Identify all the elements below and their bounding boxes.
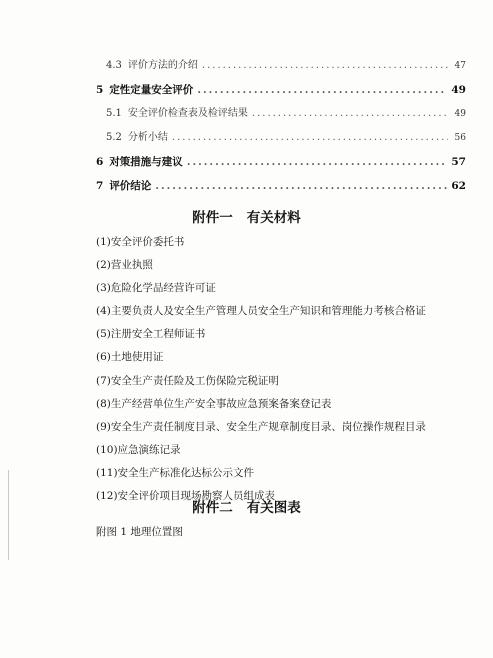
toc-entry-number: 7: [96, 180, 104, 192]
toc-page-number: 49: [451, 84, 466, 96]
toc-entry-number: 5.2: [106, 132, 122, 143]
toc-page-number: 56: [454, 133, 466, 143]
list-item: (7)安全生产责任险及工伤保险完税证明: [96, 374, 279, 387]
list-item: (5)注册安全工程师证书: [96, 328, 206, 341]
toc-entry: [96, 126, 466, 150]
appendix-2-heading: [0, 496, 493, 516]
toc-entry: [96, 174, 466, 198]
toc-entry-number: 5.1: [106, 108, 122, 119]
list-item: (3)危险化学品经营许可证: [96, 282, 216, 295]
appendix-2-label: 附件二: [192, 500, 233, 516]
list-item: (10)应急演练记录: [96, 443, 181, 456]
toc-entry-title: 安全评价检查表及检评结果: [127, 108, 248, 119]
toc-entry-title: 评价方法的介绍: [127, 60, 198, 71]
toc-leader-dots: [202, 54, 448, 78]
toc-entry-title: 对策措施与建议: [109, 156, 183, 168]
appendix-1-label: 附件一: [192, 210, 233, 226]
list-item: (4)主要负责人及安全生产管理人员安全生产知识和管理能力考核合格证: [96, 305, 426, 318]
appendix-1-list: [96, 231, 476, 508]
list-item: (11)安全生产标准化达标公示文件: [96, 466, 255, 479]
toc-entry-title: 评价结论: [109, 180, 152, 192]
appendix-2-title: 有关图表: [246, 500, 301, 516]
toc-entry-title: 分析小结: [127, 132, 168, 143]
toc-entry: [96, 150, 466, 174]
toc-page-number: 62: [451, 180, 466, 192]
toc-entry: [96, 102, 466, 126]
toc-entry: [96, 54, 466, 78]
toc-leader-dots: [252, 102, 448, 126]
toc-leader-dots: [155, 174, 447, 198]
toc-leader-dots: [187, 150, 448, 174]
list-item: (9)安全生产责任制度目录、安全生产规章制度目录、岗位操作规程目录: [96, 420, 426, 433]
toc-page-number: 49: [454, 109, 466, 119]
toc-entry: [96, 78, 466, 102]
toc-entry-number: 5: [96, 84, 104, 96]
toc-leader-dots: [172, 126, 448, 150]
list-item: (12)安全评价项目现场勘察人员组成表: [96, 490, 276, 503]
toc-page-number: 57: [451, 156, 466, 168]
list-item: (1)安全评价委托书: [96, 236, 185, 248]
toc-entry-title: 定性定量安全评价: [109, 84, 194, 96]
table-of-contents: [96, 54, 466, 198]
list-item: (2)营业执照: [96, 259, 153, 272]
appendix-2-figure-item: 附图 1 地理位置图: [96, 526, 183, 538]
appendix-1-title: 有关材料: [246, 210, 301, 226]
toc-entry-number: 4.3: [106, 60, 122, 71]
list-item: (8)生产经营单位生产安全事故应急预案备案登记表: [96, 397, 332, 410]
toc-entry-number: 6: [96, 156, 104, 168]
list-item: (6)土地使用证: [96, 351, 164, 364]
toc-leader-dots: [197, 78, 447, 102]
appendix-1-heading: [0, 206, 493, 226]
toc-page-number: 47: [454, 61, 466, 71]
